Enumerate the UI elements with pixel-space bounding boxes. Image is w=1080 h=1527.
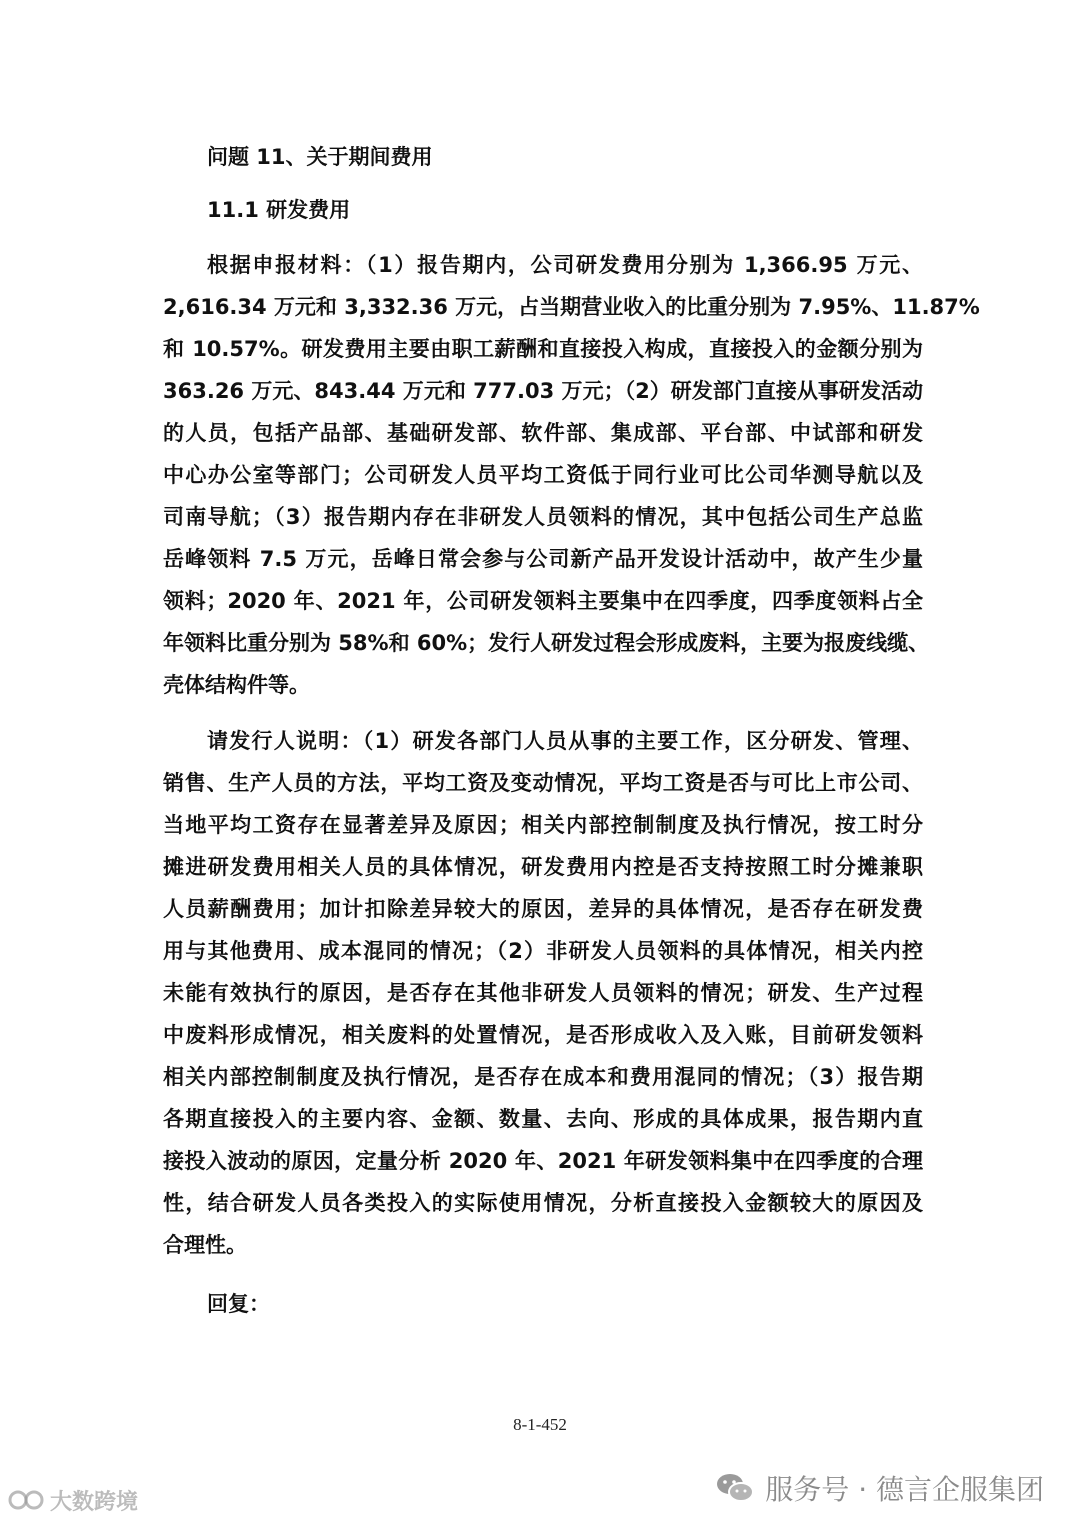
watermark-left-text: 大数跨境 xyxy=(50,1489,139,1515)
watermark-left xyxy=(8,1480,138,1520)
paragraph-request xyxy=(163,720,923,1266)
paragraph-line: 未能有效执行的原因，是否存在其他非研发人员领料的情况；研发、生产过程 xyxy=(163,981,923,1005)
paragraph-line: 中心办公室等部门；公司研发人员平均工资低于同行业可比公司华测导航以及 xyxy=(163,463,923,487)
watermark-logo-icon xyxy=(8,1487,46,1513)
wechat-icon xyxy=(715,1471,755,1505)
paragraph-line: 363.26 万元、843.44 万元和 777.03 万元；（2）研发部门直接从事研发活动 xyxy=(163,379,923,403)
paragraph-line: 壳体结构件等。 xyxy=(163,673,310,697)
paragraph-line: 接投入波动的原因，定量分析 2020 年、2021 年研发领料集中在四季度的合理 xyxy=(163,1149,923,1173)
question-heading: 问题 11、关于期间费用 xyxy=(207,145,433,169)
paragraph-line: 岳峰领料 7.5 万元，岳峰日常会参与公司新产品开发设计活动中，故产生少量 xyxy=(163,547,923,571)
paragraph-background xyxy=(163,244,980,706)
paragraph-line: 摊进研发费用相关人员的具体情况，研发费用内控是否支持按照工时分摊兼职 xyxy=(163,855,923,879)
watermark-right-text: 服务号 · 德言企服集团 xyxy=(765,1473,1044,1506)
paragraph-line: 请发行人说明：（1）研发各部门人员从事的主要工作，区分研发、管理、 xyxy=(207,729,923,753)
page-number: 8-1-452 xyxy=(513,1415,567,1434)
paragraph-line: 性，结合研发人员各类投入的实际使用情况，分析直接投入金额较大的原因及 xyxy=(163,1191,923,1215)
paragraph-line: 用与其他费用、成本混同的情况；（2）非研发人员领料的具体情况，相关内控 xyxy=(163,939,923,963)
paragraph-line: 司南导航；（3）报告期内存在非研发人员领料的情况，其中包括公司生产总监 xyxy=(163,505,923,529)
paragraph-line: 2,616.34 万元和 3,332.36 万元，占当期营业收入的比重分别为 7.95%、11.87% xyxy=(163,295,980,319)
paragraph-line: 中废料形成情况，相关废料的处置情况，是否形成收入及入账，目前研发领料 xyxy=(163,1023,923,1047)
paragraph-line: 年领料比重分别为 58%和 60%；发行人研发过程会形成废料，主要为报废线缆、 xyxy=(163,631,930,655)
reply-label: 回复： xyxy=(207,1292,270,1316)
paragraph-line: 领料；2020 年、2021 年，公司研发领料主要集中在四季度，四季度领料占全 xyxy=(163,589,923,613)
paragraph-line: 人员薪酬费用；加计扣除差异较大的原因，差异的具体情况，是否存在研发费 xyxy=(163,897,923,921)
paragraph-line: 的人员，包括产品部、基础研发部、软件部、集成部、平台部、中试部和研发 xyxy=(163,421,923,445)
paragraph-line: 销售、生产人员的方法，平均工资及变动情况，平均工资是否与可比上市公司、 xyxy=(163,771,923,795)
watermark-right xyxy=(715,1462,1044,1514)
paragraph-line: 相关内部控制制度及执行情况，是否存在成本和费用混同的情况；（3）报告期 xyxy=(163,1065,923,1089)
paragraph-line: 当地平均工资存在显著差异及原因；相关内部控制制度及执行情况，按工时分 xyxy=(163,813,923,837)
paragraph-line: 合理性。 xyxy=(163,1233,247,1257)
section-heading: 11.1 研发费用 xyxy=(207,198,351,222)
paragraph-line: 和 10.57%。研发费用主要由职工薪酬和直接投入构成，直接投入的金额分别为 xyxy=(163,337,923,361)
paragraph-line: 各期直接投入的主要内容、金额、数量、去向、形成的具体成果，报告期内直 xyxy=(163,1107,923,1131)
paragraph-line: 根据申报材料：（1）报告期内，公司研发费用分别为 1,366.95 万元、 xyxy=(207,253,923,277)
